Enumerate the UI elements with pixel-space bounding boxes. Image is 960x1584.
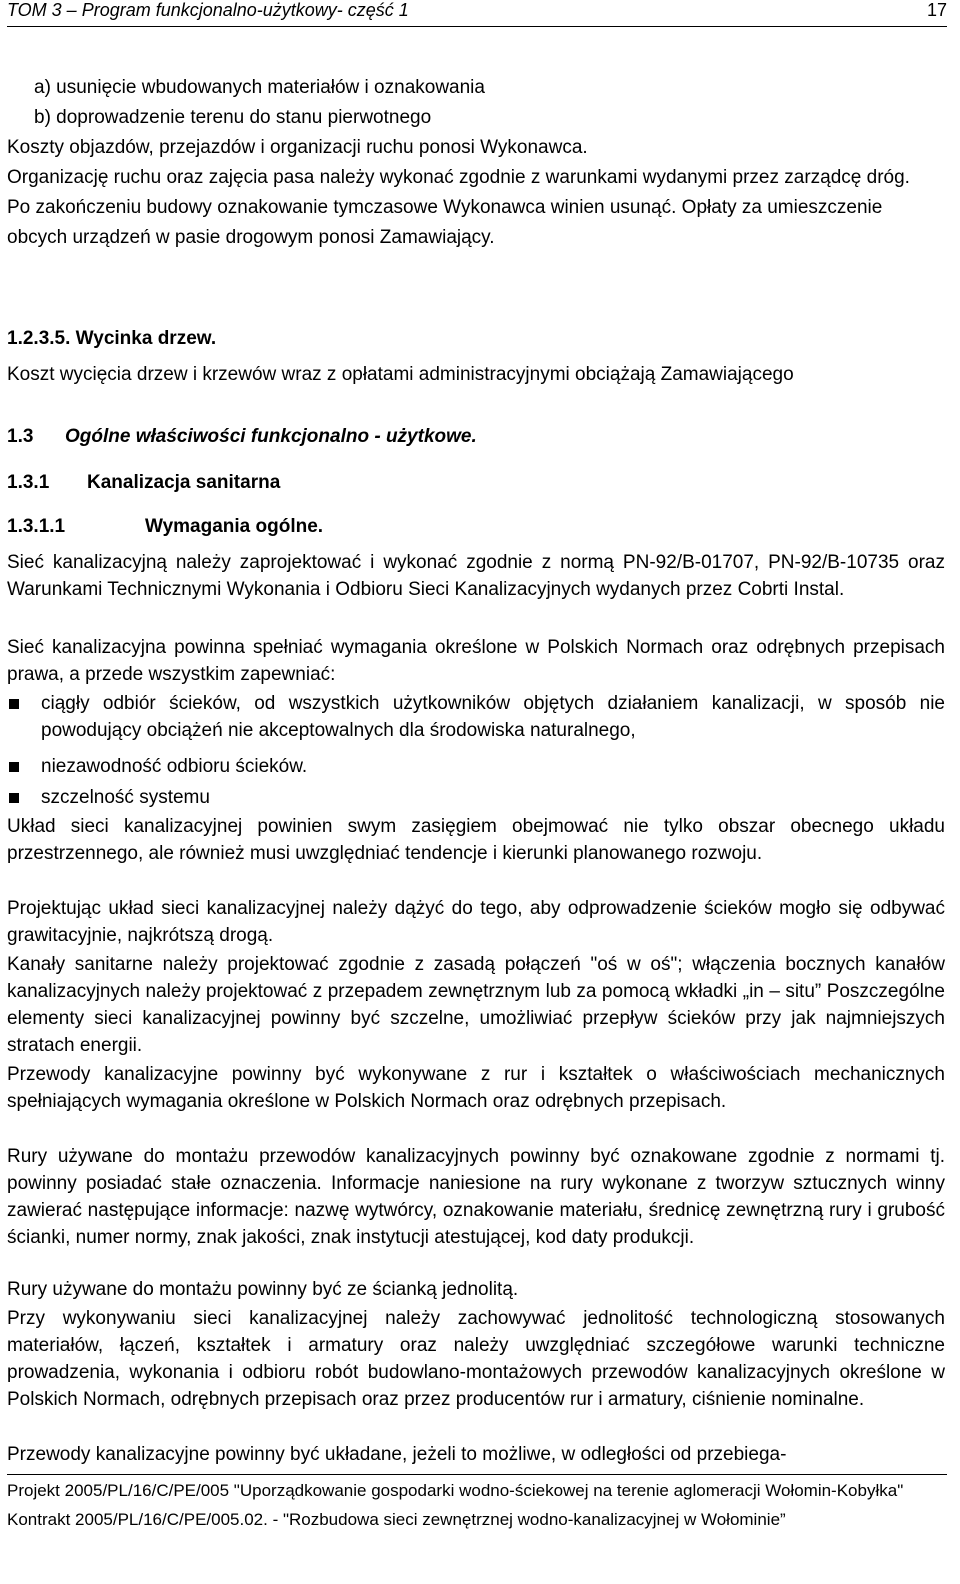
list-item xyxy=(7,753,945,780)
tree-cutting-text: Koszt wycięcia drzew i krzewów wraz z opłatami administracyjnymi obciążają Zamawiającego xyxy=(7,364,794,385)
list-item xyxy=(7,690,945,744)
page-header xyxy=(7,0,947,27)
bullet-marker xyxy=(9,793,19,803)
footer-contract: Kontrakt 2005/PL/16/C/PE/005.02. - "Rozbudowa sieci zewnętrznej wodno-kanalizacyjnej w Wołominie” xyxy=(7,1510,786,1529)
paragraph-pipes: Przewody kanalizacyjne powinny być wykonywane z rur i kształtek o właściwościach mechanicznych spełniających wymagania określone w Polskich Normach oraz odrębnych przepisach. xyxy=(7,1064,945,1112)
intro-organization-text: Organizację ruchu oraz zajęcia pasa należy wykonać zgodnie z warunkami wydanymi przez zarządcę dróg. xyxy=(7,167,910,188)
section-number: 1.2.3.5. xyxy=(7,328,71,349)
list-item-text: ciągły odbiór ścieków, od wszystkich użytkowników objętych działaniem kanalizacji, w sposób nie powodujący obciążeń nie akceptowalnych dla środowiska naturalnego, xyxy=(41,693,945,741)
section-heading-1311 xyxy=(7,516,323,538)
section-heading-1235 xyxy=(7,328,216,350)
footer-project: Projekt 2005/PL/16/C/PE/005 "Uporządkowanie gospodarki wodno-ściekowej na terenie aglomeracji Wołomin-Kobyłka" xyxy=(7,1481,904,1500)
section-number: 1.3.1.1 xyxy=(7,516,66,537)
document-title: TOM 3 – Program funkcjonalno-użytkowy- część 1 xyxy=(7,0,409,20)
paragraph-uniform-wall: Rury używane do montażu powinny być ze ścianką jednolitą. xyxy=(7,1279,519,1300)
section-number: 1.3.1 xyxy=(7,472,50,493)
section-title: Kanalizacja sanitarna xyxy=(87,472,281,493)
intro-block xyxy=(7,73,947,253)
paragraph-gravity: Projektując układ sieci kanalizacyjnej należy dążyć do tego, aby odprowadzenie ścieków mogło się odbywać grawitacyjnie, najkrótszą drogą. xyxy=(7,898,945,946)
list-item-text: niezawodność odbioru ścieków. xyxy=(41,756,308,777)
paragraph-requirements: Sieć kanalizacyjna powinna spełniać wymagania określone w Polskich Normach oraz odrębnych przepisach prawa, a przede wszystkim zapewniać: xyxy=(7,637,945,685)
section-title: Wycinka drzew. xyxy=(75,328,217,349)
intro-item-b: b) doprowadzenie terenu do stanu pierwotnego xyxy=(34,107,432,128)
list-item-text: szczelność systemu xyxy=(41,787,210,808)
paragraph-layout: Układ sieci kanalizacyjnej powinien swym zasięgiem obejmować nie tylko obszar obecnego układu przestrzennego, ale również musi uwzględniać tendencje i kierunki planowanego rozwoju. xyxy=(7,816,945,864)
intro-item-a: a) usunięcie wbudowanych materiałów i oznakowania xyxy=(34,77,485,98)
paragraph-norms: Sieć kanalizacyjną należy zaprojektować i wykonać zgodnie z normą PN-92/B-01707, PN-92/B-10735 oraz Warunkami Technicznymi Wykonania i Odbioru Sieci Kanalizacyjnych wydanych przez Cobrti Instal. xyxy=(7,552,945,600)
paragraph-laying: Przewody kanalizacyjne powinny być układane, jeżeli to możliwe, w odległości od przebiega- xyxy=(7,1444,787,1465)
list-item xyxy=(7,784,945,811)
section-heading-13 xyxy=(7,426,477,448)
section-heading-131 xyxy=(7,472,280,494)
paragraph-technology: Przy wykonywaniu sieci kanalizacyjnej należy zachowywać jednolitość technologiczną stosowanych materiałów, łączeń, kształtek i armatury oraz należy uwzględniać szczegółowe warunki techniczne prowadzenia, wykonania i odbioru robót budowlano-montażowych przewodów kanalizacyjnych określone w Polskich Normach, odrębnych przepisach oraz przez producentów rur i armatury, ciśnienie nominalne. xyxy=(7,1308,945,1410)
paragraph-sanitary-channels: Kanały sanitarne należy projektować zgodnie z zasadą połączeń "oś w oś"; włączenia bocznych kanałów kanalizacyjnych należy projektować z przepadem zewnętrznym lub za pomocą wkładki „in – situ” Poszczególne elementy sieci kanalizacyjnej powinny być szczelne, umożliwiać przepływ ścieków przy jak najmniejszych stratach energii. xyxy=(7,954,945,1056)
section-number: 1.3 xyxy=(7,426,34,447)
paragraph-marking: Rury używane do montażu przewodów kanalizacyjnych powinny być oznakowane zgodnie z normami tj. powinny posiadać stałe oznaczenia. Informacje naniesione na rury wykonane z tworzyw sztucznych winny zawierać następujące informacje: nazwę wytwórcy, oznakowanie materiału, średnicę zewnętrzną rury i grubość ścianki, numer normy, znak jakości, znak instytucji atestującej, kod daty produkcji. xyxy=(7,1146,945,1248)
page-footer xyxy=(7,1474,947,1584)
section-title: Wymagania ogólne. xyxy=(145,516,324,537)
bullet-marker xyxy=(9,762,19,772)
intro-removal-text: Po zakończeniu budowy oznakowanie tymczasowe Wykonawca winien usunąć. Opłaty za umieszczenie obcych urządzeń w pasie drogowym ponosi Zamawiający. xyxy=(7,197,883,248)
page-number: 17 xyxy=(926,0,947,20)
section-title: Ogólne właściwości funkcjonalno - użytkowe. xyxy=(65,426,477,447)
bullet-marker xyxy=(9,699,19,709)
intro-detours-text: Koszty objazdów, przejazdów i organizacji ruchu ponosi Wykonawca. xyxy=(7,137,588,158)
